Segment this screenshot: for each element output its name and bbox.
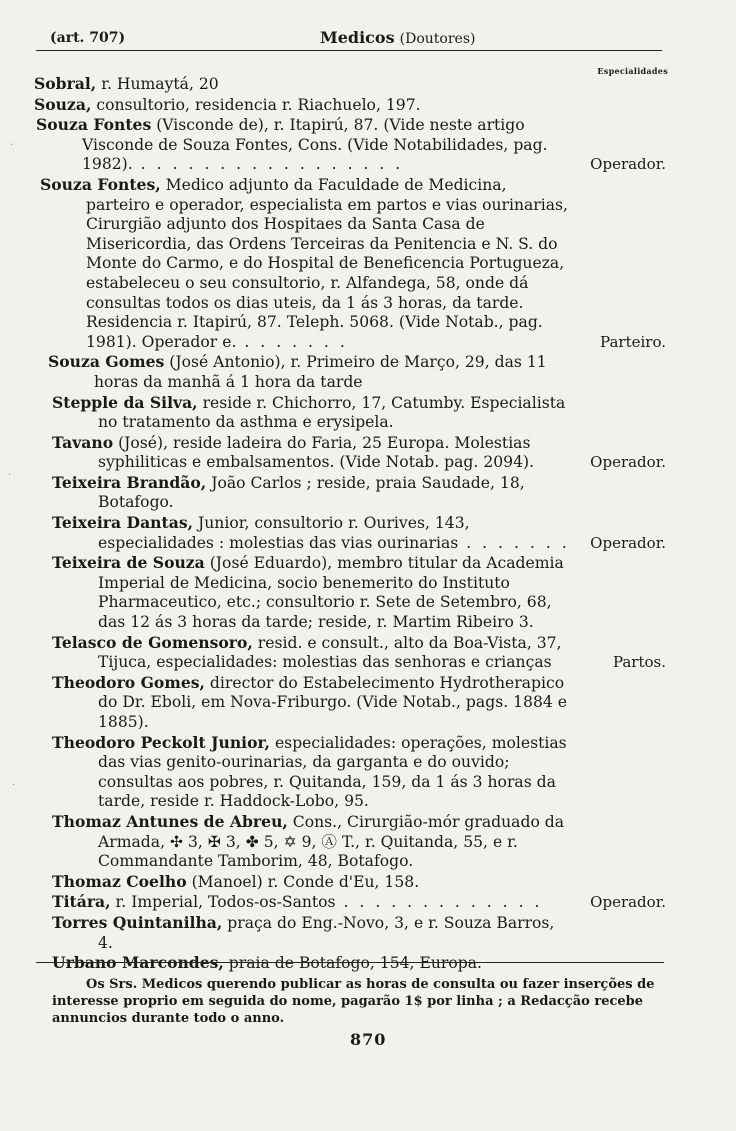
list-item [52,473,666,513]
entry-name: Telasco de Gomensoro, [52,632,253,652]
entry-name: Theodoro Gomes, [52,672,205,692]
entry-name: Urbano Marcondes, [52,953,224,973]
entry-name: Torres Quintanilha, [52,912,223,932]
entry-name: Titára, [52,892,111,912]
entry-text: reside r. Chichorro, 17, Catumby. Especialista no tratamento da asthma e erysipela. [98,393,566,432]
entry-name: Teixeira Brandão, [52,472,207,492]
entry-name: Souza Fontes, [40,174,161,194]
margin-mark: · [10,140,14,151]
list-item [34,95,666,116]
footer-note: Os Srs. Medicos querendo publicar as horas de consulta ou fazer inserções de interesse proprio em seguida do nome, pagarão 1$ por linha ; a Redacção recebe annuncios durante todo o anno. [52,977,655,1026]
leader-dots: . . . . . . . . . . . . . . . . . [132,155,404,174]
entry-text: (José Eduardo), membro titular da Academia Imperial de Medicina, socio benemerito do Instituto Pharmaceutico, etc.; consultorio r. Sete de Setembro, 68, das 12 ás 3 horas da tarde; reside, r. Martim Ribeiro 3. [98,554,564,632]
entry-name: Thomaz Antunes de Abreu, [52,811,288,831]
entry-text: (Manoel) r. Conde d'Eu, 158. [186,872,420,891]
entry-text: Medico adjunto da Faculdade de Medicina, parteiro e operador, especialista em partos e vias ourinarias, Cirurgião adjunto dos Hospitaes da Santa Casa de Misericordia, das Ordens Terceiras da Penitencia e N. S. do Monte do Carmo, e do Hospital de Beneficencia Portugueza, estabeleceu o seu consultorio, r. Alfandega, 58, onde dá consultas todos os dias uteis, da 1 ás 3 horas, da tarde. Residencia r. Itapirú, 87. Teleph. 5068. (Vide Notab., pag. 1981). Operador e. [86,175,568,351]
list-item [52,673,666,733]
entry-text: consultorio, residencia r. Riachuelo, 197. [91,95,421,114]
entry-name: Sobral, [34,74,97,93]
title-sub: (Doutores) [399,31,476,47]
entry-text: (José Antonio), r. Primeiro de Março, 29, das 11 horas da manhã á 1 hora da tarde [94,353,547,391]
margin-mark: · [8,470,12,481]
entry-name: Souza, [34,94,92,114]
list-item [52,812,666,872]
article-number: (art. 707) [50,30,126,46]
list-item [52,393,666,433]
entry-specialty: Operador. [590,533,666,552]
list-item [52,872,666,893]
entry-specialty: Parteiro. [600,332,666,351]
entry-specialty: Operador. [590,155,666,174]
page-number: 870 [350,1030,387,1049]
list-item [40,175,666,352]
entry-text: praia de Botafogo, 154, Europa. [223,954,482,973]
entry-name: Teixeira de Souza [52,553,205,573]
title-main: Medicos [320,28,395,47]
entry-name: Stepple da Silva, [52,392,198,412]
list-item [52,953,666,974]
entry-text: director do Estabelecimento Hydrotherapico do Dr. Eboli, em Nova-Friburgo. (Vide Notab., pags. 1884 e 1885). [98,673,567,731]
entry-text: (Visconde de), r. Itapirú, 87. (Vide neste artigo Visconde de Souza Fontes, Cons. (Vide Notabilidades, pag. 1982). [82,116,548,174]
entry-text: resid. e consult., alto da Boa-Vista, 37, Tijuca, especialidades: molestias das senhoras e crianças [98,633,562,672]
entries-list [34,74,666,974]
entry-name: Souza Gomes [48,352,165,372]
list-item [34,74,666,95]
entry-text: especialidades: operações, molestias das vias genito-ourinarias, da garganta e do ouvido; consultas aos pobres, r. Quitanda, 159, da 1 ás 3 horas da tarde, reside r. Haddock-Lobo, 95. [98,733,567,811]
section-title [320,28,475,47]
page-header [38,28,658,48]
entry-text: (José), reside ladeira do Faria, 25 Europa. Molestias syphiliticas e embalsamentos. (Vide Notab. pag. 2094). [98,433,535,472]
entry-name: Teixeira Dantas, [52,513,194,533]
entry-text: r. Humaytá, 20 [96,75,219,93]
entry-name: Theodoro Peckolt Junior, [52,732,270,752]
list-item [52,633,666,673]
specialties-column-label: Especialidades [597,66,668,76]
entry-text: praça do Eng.-Novo, 3, e r. Souza Barros, 4. [98,913,555,952]
entry-specialty: Operador. [590,893,666,912]
list-item [52,433,666,473]
leader-dots: . . . . . . . [236,332,348,351]
leader-dots: . . . . . . . [458,533,570,552]
list-item [52,892,666,913]
list-item [48,352,666,392]
entry-name: Tavano [52,432,114,452]
entry-name: Thomaz Coelho [52,871,187,891]
entry-name: Souza Fontes [36,115,152,135]
footer-rule [36,962,664,963]
margin-mark: · [12,780,16,791]
entry-specialty: Partos. [612,653,666,672]
list-item [52,733,666,812]
header-rule [36,50,662,51]
list-item [36,115,666,175]
list-item [52,553,666,632]
entry-text: Cons., Cirurgião-mór graduado da Armada, ✣ 3, ✠ 3, ✤ 5, ✡ 9, Ⓐ T., r. Quitanda, 55, e r. Commandante Tamborim, 48, Botafogo. [98,812,565,871]
leader-dots: . . . . . . . . . . . . . [335,893,543,912]
list-item [52,513,666,553]
entry-text: Junior, consultorio r. Ourives, 143, especialidades : molestias das vias ourinarias [98,514,470,552]
entry-text: r. Imperial, Todos-os-Santos [110,893,336,912]
entry-text: João Carlos ; reside, praia Saudade, 18, Botafogo. [98,473,525,512]
entry-specialty: Operador. [590,453,666,472]
list-item [52,913,666,953]
